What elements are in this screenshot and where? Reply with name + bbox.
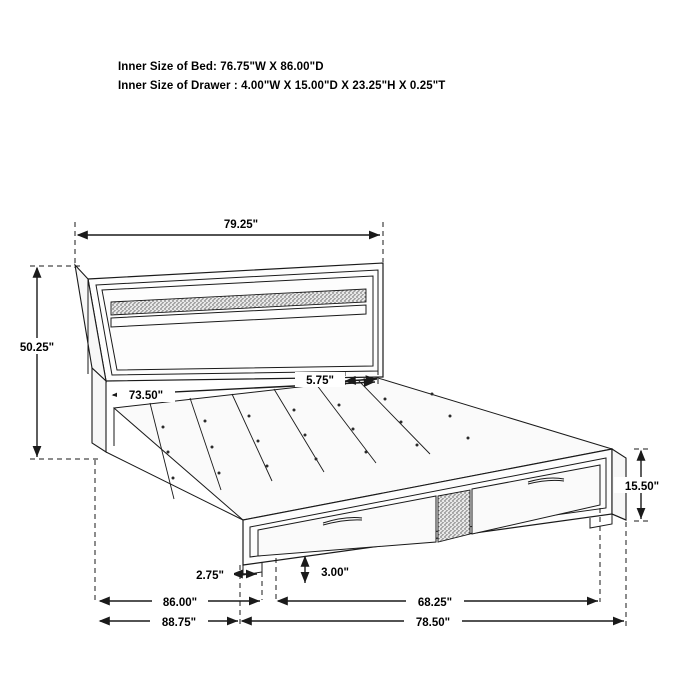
dim-label-rail-offset: 5.75" [306, 375, 334, 387]
dim-label-drawer-clearance: 3.00" [321, 567, 349, 579]
dim-inner-length [100, 593, 260, 609]
dim-label-inner-length: 86.00" [162, 597, 198, 609]
dim-drawer-clearance [305, 557, 360, 583]
dim-footboard-width [242, 613, 624, 629]
dim-leg-offset [186, 566, 257, 582]
dim-label-headboard-width: 79.25" [223, 219, 259, 231]
dim-label-footboard-width: 78.50" [415, 617, 451, 629]
dim-label-overall-length: 88.75" [161, 617, 197, 629]
dim-label-leg-offset: 2.75" [196, 570, 224, 582]
bed-illustration [75, 263, 626, 575]
dim-label-drawer-front-width: 68.25" [417, 597, 453, 609]
drawer-center-glitter-panel [438, 490, 470, 542]
dim-overall-length [100, 613, 238, 629]
spec-line-drawer: Inner Size of Drawer : 4.00"W X 15.00"D X 23.25"H X 0.25"T [118, 80, 446, 92]
dim-drawer-front-width [278, 593, 598, 609]
dim-label-footboard-height: 15.50" [624, 481, 660, 493]
dim-headboard-width [78, 214, 380, 235]
headboard-outer-panel [88, 263, 383, 381]
left-rail-leg [92, 368, 106, 452]
dim-label-overall-height: 50.25" [19, 342, 55, 354]
dim-overall-height [8, 268, 66, 457]
spec-line-bed: Inner Size of Bed: 76.75"W X 86.00"D [118, 61, 324, 73]
dim-label-inner-headboard-width: 73.50" [128, 390, 164, 402]
